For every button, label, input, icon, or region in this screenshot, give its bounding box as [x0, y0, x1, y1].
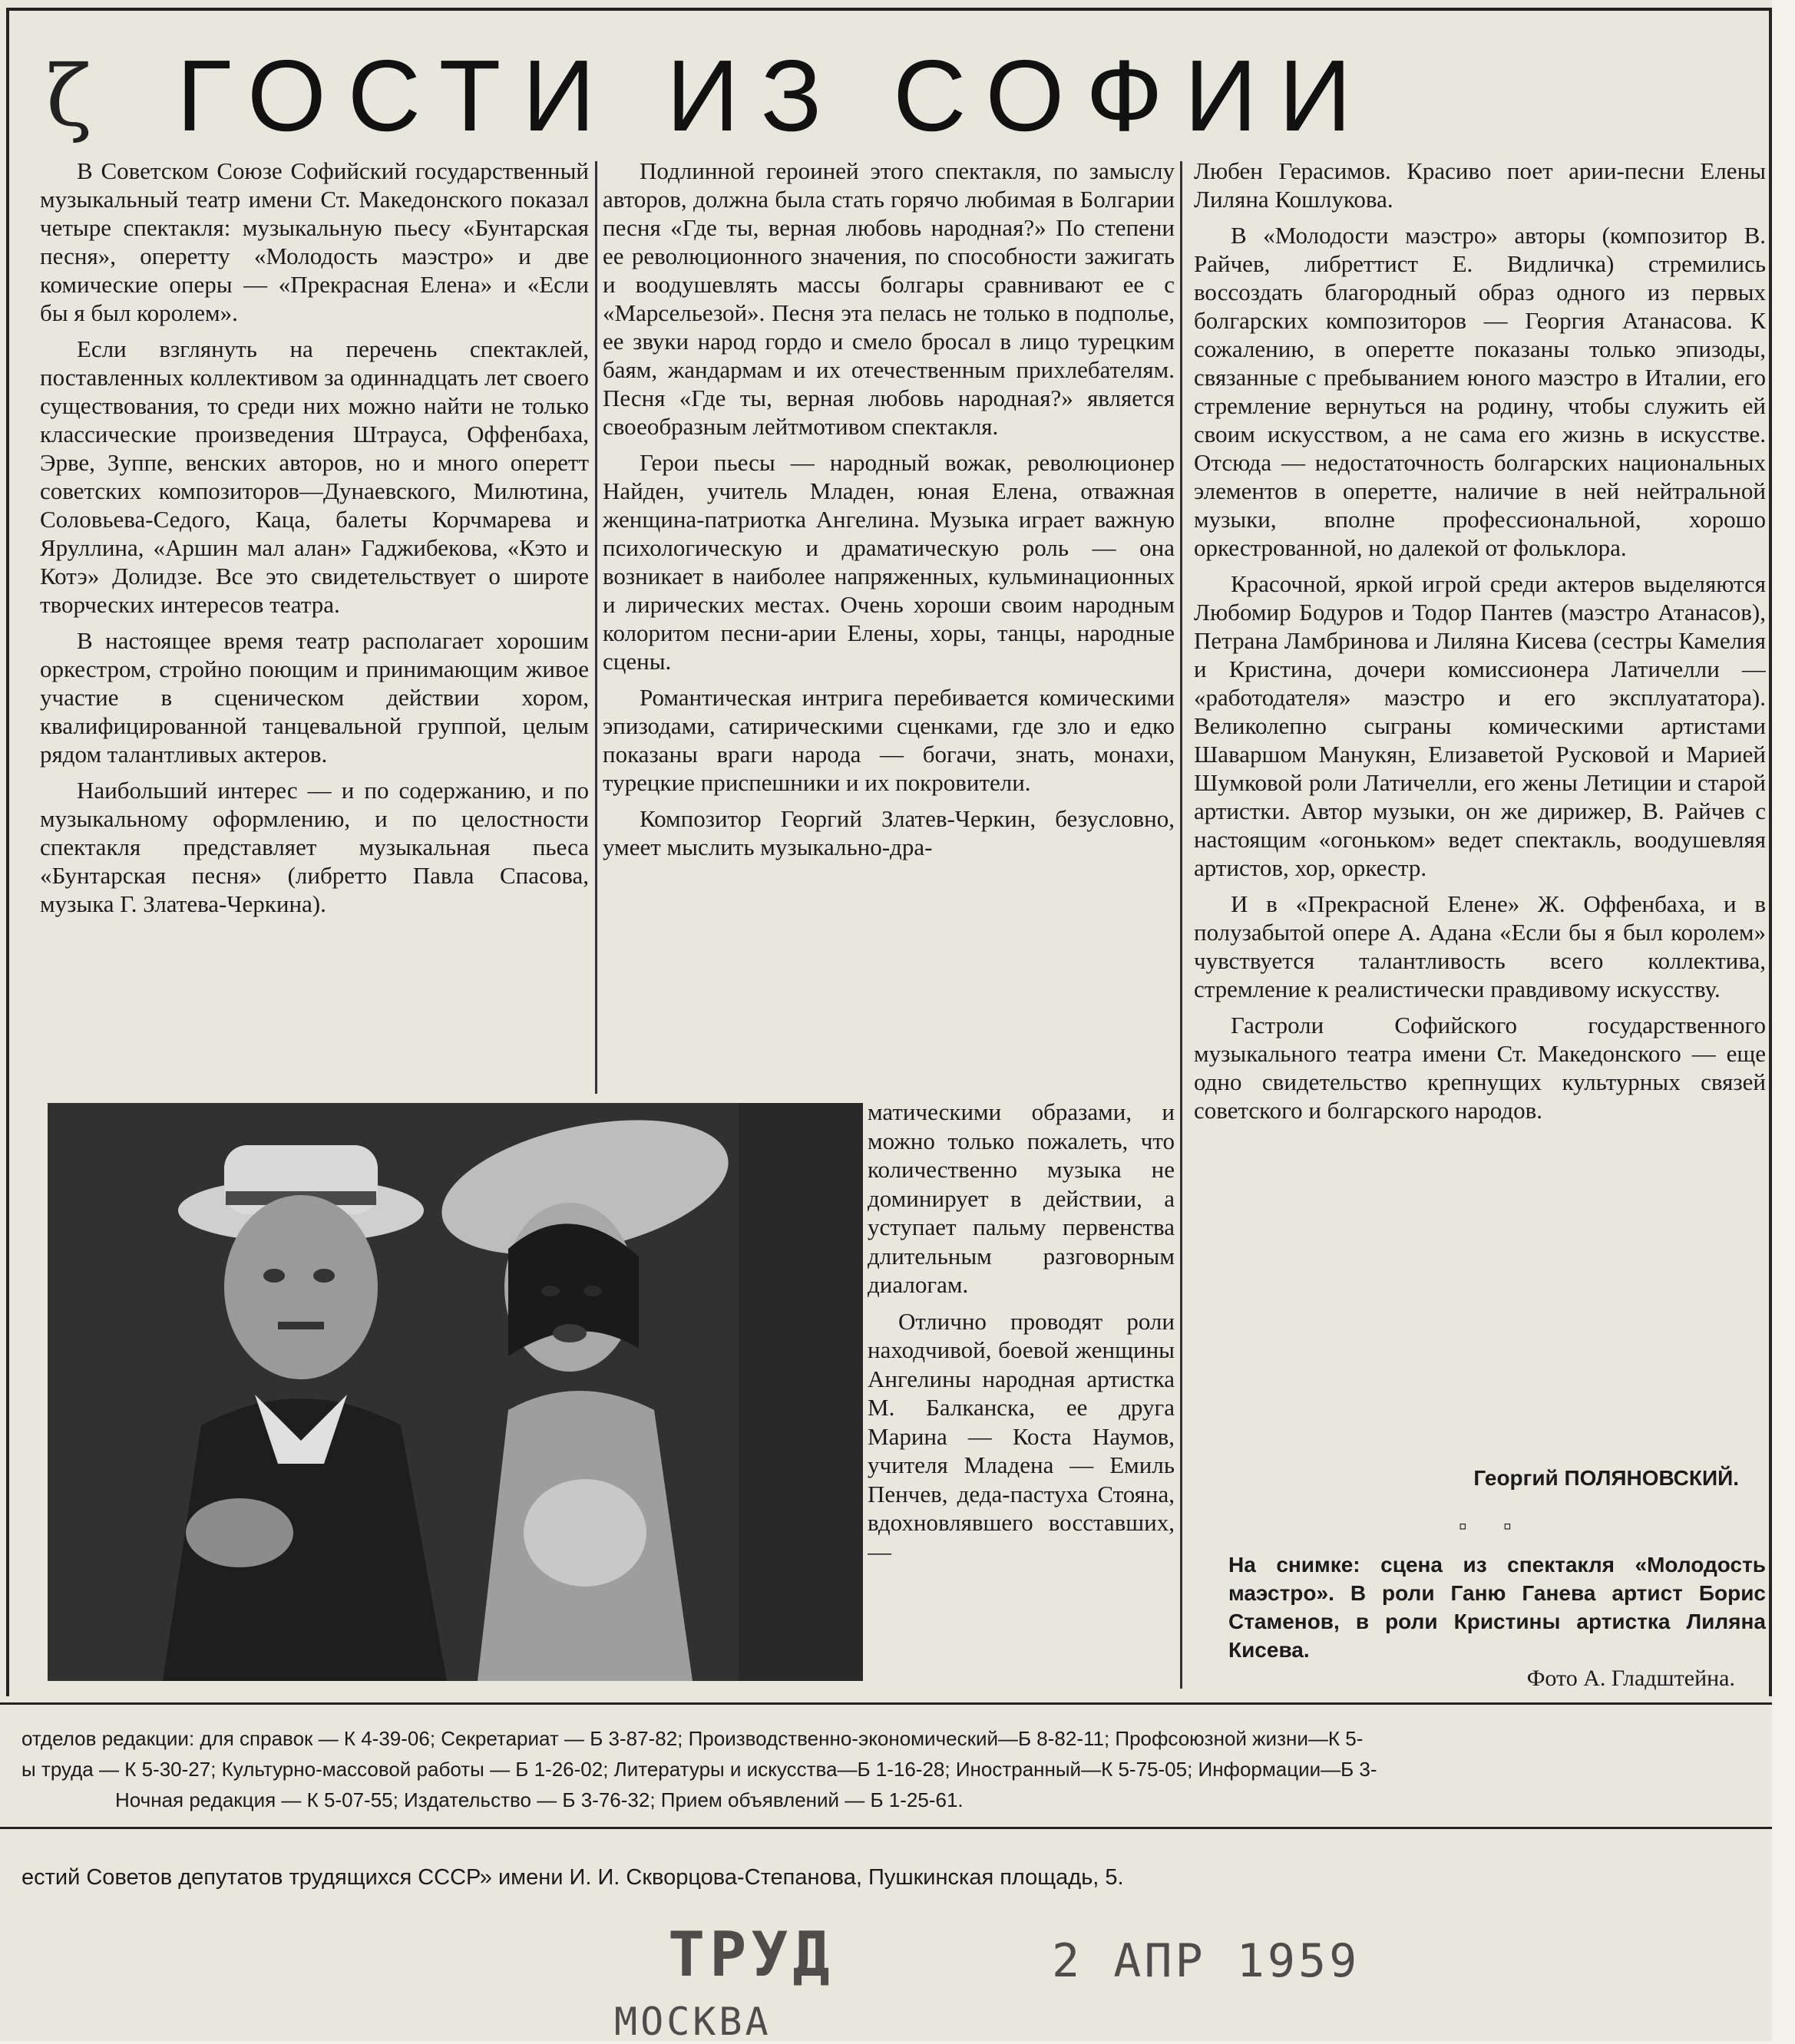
frame-rule-left	[6, 8, 9, 1696]
paragraph: В Советском Союзе Софийский государственный музыкальный театр имени Ст. Македонского показал четыре спектакля: музыкальную пьесу «Бунтарская песня», оперетту «Молодость маэстро» и две комические оперы — «Прекрасная Елена» и «Если бы я был королем».	[40, 157, 589, 326]
footer-line: ы труда — К 5-30-27; Культурно-массовой работы — Б 1-26-02; Литературы и искусства—Б 1-16-28; Иностранный—К 5-75-05; Информации—Б 3-	[21, 1758, 1377, 1781]
paragraph: В «Молодости маэстро» авторы (композитор В. Райчев, либреттист Е. Видличка) стремились воссоздать благородный образ одного из первых болгарских композиторов — Георгия Атанасова. К сожалению, в оперетте показаны только эпизоды, связанные с пребыванием юного маэстро в Италии, его стремление вернуться на родину, чтобы служить ей своим искусством, а не сама его жизнь в искусстве. Отсюда — недостаточность болгарских национальных элементов в оперетте, наличие в ней нейтральной музыки, вполне профессиональной, хорошо оркестрованной, но далекой от фольклора.	[1194, 222, 1766, 561]
paragraph: Любен Герасимов. Красиво поет арии-песни Елены Лиляна Кошлукова.	[1194, 157, 1766, 213]
paragraph: Наибольший интерес — и по содержанию, и по музыкальному оформлению, и по целостности спектакля представляет музыкальная пьеса «Бунтарская песня» (либретто Павла Спасова, музыка Г. Златева-Черкина).	[40, 777, 589, 917]
paragraph: матическими образами, и можно только пожалеть, что количественно музыка не доминирует в действии, а уступает пальму первенства длительным разговорным диалогам.	[868, 1098, 1175, 1298]
footer-rule-bottom	[0, 1827, 1772, 1829]
footer-line: отделов редакции: для справок — К 4-39-06; Секретариат — Б 3-87-82; Производственно-экономический—Б 8-82-11; Профсоюзной жизни—К 5-	[21, 1727, 1364, 1750]
frame-rule-right	[1769, 8, 1772, 1696]
paragraph: Романтическая интрига перебивается комическими эпизодами, сатирическими сценками, где зло и едко показаны враги народа — богачи, знать, монахи, турецкие приспешники и их покровители.	[603, 684, 1175, 796]
stage-scene-photo	[48, 1103, 863, 1681]
pencil-mark: ζ	[46, 47, 92, 145]
paragraph: Подлинной героиней этого спектакля, по замыслу авторов, должна была стать горячо любимая в Болгарии песня «Где ты, верная любовь народная?» По степени ее революционного значения, по способности зажигать и воодушевлять массы болгары сравнивают ее с «Марсельезой». Песня эта пелась не только в подполье, ее звуки народ гордо и смело бросал в лицо турецким баям, жандармам и их отечественным прихлебателям. Песня «Где ты, верная любовь народная?» является своеобразным лейтмотивом спектакля.	[603, 157, 1175, 440]
paragraph: Герои пьесы — народный вожак, революционер Найден, учитель Младен, юная Елена, отважная женщина-патриотка Ангелина. Музыка играет важную психологическую и драматическую роль — она возникает в наиболее напряженных, кульминационных и лирических местах. Очень хороши своим народным колоритом песни-арии Елены, хоры, танцы, народные сцены.	[603, 449, 1175, 675]
footer-rule-top	[0, 1702, 1772, 1705]
author-signature: Георгий ПОЛЯНОВСКИЙ.	[1473, 1466, 1739, 1490]
article-column-2	[603, 157, 1175, 1083]
column-rule-2	[1180, 161, 1182, 1689]
frame-rule-top	[6, 8, 1772, 11]
column-rule-1	[595, 161, 597, 1094]
publisher-imprint: естий Советов депутатов трудящихся СССР» имени И. И. Скворцова-Степанова, Пушкинская площадь, 5.	[21, 1865, 1124, 1890]
paragraph: Если взглянуть на перечень спектаклей, поставленных коллективом за одиннадцать лет своего существования, то среди них можно найти не только классические произведения Штрауса, Оффенбаха, Эрве, Зуппе, венских авторов, но и много оперетт советских композиторов—Дунаевского, Милютина, Соловьева-Седого, Кацa, балеты Корчмарева и Яруллина, «Аршин мал алан» Гаджибекова, «Кэто и Котэ» Долидзе. Все это свидетельствует о широте творческих интересов театра.	[40, 335, 589, 618]
article-photo	[48, 1103, 863, 1681]
stamp-date: 2 АПР 1959	[1052, 1934, 1360, 1988]
photo-credit: Фото А. Гладштейна.	[1526, 1666, 1735, 1691]
article-column-3	[1194, 157, 1766, 1477]
article-column-2-continued	[868, 1098, 1175, 1692]
paragraph: Композитор Георгий Златев-Черкин, безусловно, умеет мыслить музыкально-дра-	[603, 805, 1175, 860]
stamp-newspaper-name: ТРУД	[668, 1919, 835, 1990]
paragraph: Красочной, яркой игрой среди актеров выделяются Любомир Бодуров и Тодор Пантев (маэстро Атанасов), Петрана Ламбринова и Лиляна Кисева (сестры Камелия и Кристина, дочери комиссионера Латичелли — «работодателя» маэстро и его эксплуататора). Великолепно сыграны комическими артистами Шаваршом Манукян, Елизаветой Русковой и Марией Шумковой роли Латичелли, его жены Летиции и старой артистки. Автор музыки, он же дирижер, В. Райчев с настоящим «огоньком» ведет спектакль, воодушевляя артистов, хор, оркестр.	[1194, 570, 1766, 881]
separator-squares: ▫ ▫	[1459, 1514, 1527, 1539]
paragraph: В настоящее время театр располагает хорошим оркестром, стройно поющим и принимающим живое участие в сценическом действии хором, квалифицированной танцевальной группой, целым рядом талантливых актеров.	[40, 627, 589, 768]
paragraph: И в «Прекрасной Елене» Ж. Оффенбаха, и в полузабытой опере А. Адана «Если бы я был королем» чувствуется талантливость всего коллектива, стремление к реалистически правдивому искусству.	[1194, 890, 1766, 1002]
footer-line: Ночная редакция — К 5-07-55; Издательство — Б 3-76-32; Прием объявлений — Б 1-25-61.	[115, 1788, 964, 1811]
paragraph: Гастроли Софийского государственного музыкального театра имени Ст. Македонского — еще одно свидетельство крепнущих культурных связей советского и болгарского народов.	[1194, 1012, 1766, 1124]
paragraph: Отлично проводят роли находчивой, боевой женщины Ангелины народная артистка М. Балканска, ее друга Марина — Коста Наумов, учителя Младена — Емиль Пенчев, деда-пастуха Стояна, вдохновлявшего восставших,—	[868, 1307, 1175, 1565]
article-headline: ГОСТИ ИЗ СОФИИ	[177, 39, 1374, 152]
article-column-1	[40, 157, 589, 1085]
photo-caption: На снимке: сцена из спектакля «Молодость маэстро». В роли Ганю Ганева артист Борис Стаменов, в роли Кристины артистка Лиляна Кисева.	[1228, 1553, 1766, 1662]
stamp-city: МОСКВА	[614, 1999, 772, 2044]
